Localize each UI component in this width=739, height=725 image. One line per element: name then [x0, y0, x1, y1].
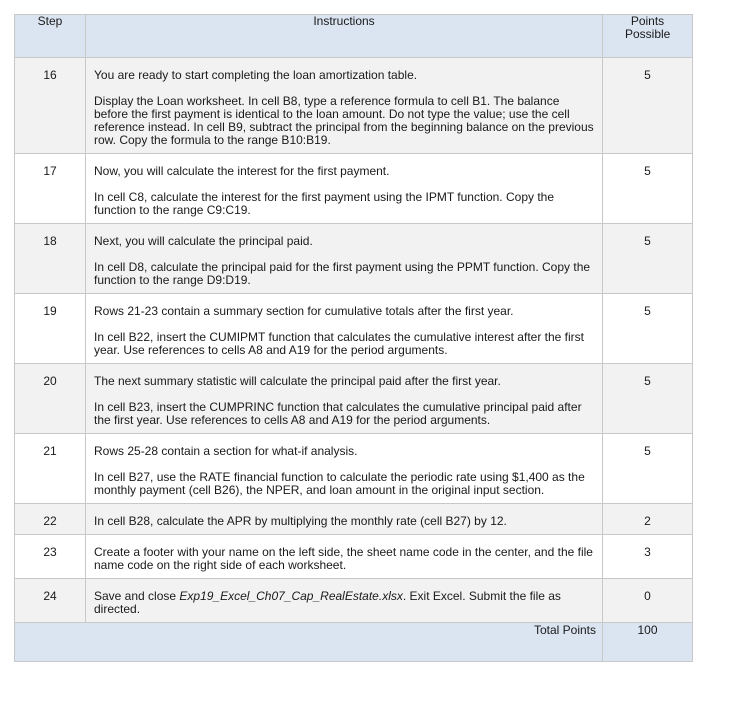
grading-table: [14, 14, 693, 662]
instruction-paragraph: Display the Loan worksheet. In cell B8, type a reference formula to cell B1. The balance before the first payment is identical to the loan amount. Do not type the value; use the cell reference instead. In cell B9, subtract the principal from the beginning balance on the previous row. Copy the formula to the range B10:B19.: [94, 94, 594, 147]
header-row: [15, 15, 693, 58]
instruction-text: [86, 579, 603, 623]
instruction-text: [86, 294, 603, 364]
step-number: 17: [15, 154, 86, 224]
instruction-paragraph: Now, you will calculate the interest for the first payment.: [94, 164, 390, 178]
table-body: [15, 58, 693, 623]
step-number: 21: [15, 434, 86, 504]
instruction-paragraph: [94, 590, 594, 616]
instruction-paragraph: In cell C8, calculate the interest for the first payment using the IPMT function. Copy the function to the range C9:C19.: [94, 190, 555, 217]
instruction-paragraph: In cell B28, calculate the APR by multiplying the monthly rate (cell B27) by 12.: [94, 514, 507, 528]
instruction-text: [86, 154, 603, 224]
instruction-paragraph: In cell B23, insert the CUMPRINC function that calculates the cumulative principal paid after the first year. Use references to cells A8 and A19 for the period arguments.: [94, 400, 582, 427]
points-column-header: Points Possible: [603, 15, 693, 58]
points-value: 5: [603, 434, 693, 504]
points-value: 5: [603, 294, 693, 364]
instruction-text: [86, 224, 603, 294]
points-value: 5: [603, 224, 693, 294]
instruction-text: [86, 434, 603, 504]
points-value: 5: [603, 364, 693, 434]
table-footer: [15, 623, 693, 662]
instruction-text: [86, 535, 603, 579]
table-row: [15, 504, 693, 535]
table-row: [15, 434, 693, 504]
table-header: [15, 15, 693, 58]
instruction-paragraph: In cell B27, use the RATE financial function to calculate the periodic rate using $1,400 as the monthly payment (cell B26), the NPER, and loan amount in the original input section.: [94, 470, 585, 497]
step-column-header: Step: [15, 15, 86, 58]
file-name: Exp19_Excel_Ch07_Cap_RealEstate.xlsx: [179, 589, 403, 603]
instruction-text-after: . Exit Excel. Submit the file as directed.: [94, 589, 561, 616]
points-value: 3: [603, 535, 693, 579]
step-number: 23: [15, 535, 86, 579]
step-number: 20: [15, 364, 86, 434]
instruction-paragraph: Rows 25-28 contain a section for what-if analysis.: [94, 444, 358, 458]
instructions-column-header: Instructions: [86, 15, 603, 58]
total-row: [15, 623, 693, 662]
step-number: 18: [15, 224, 86, 294]
instruction-text: [86, 364, 603, 434]
instruction-paragraph: The next summary statistic will calculate the principal paid after the first year.: [94, 374, 501, 388]
instruction-text-before: Save and close: [94, 589, 180, 603]
table-row: [15, 364, 693, 434]
total-points-value: 100: [603, 623, 693, 662]
total-points-label: Total Points: [15, 623, 603, 662]
step-number: 16: [15, 58, 86, 154]
instruction-paragraph: You are ready to start completing the loan amortization table.: [94, 68, 418, 82]
step-number: 19: [15, 294, 86, 364]
points-value: 5: [603, 154, 693, 224]
step-number: 24: [15, 579, 86, 623]
table-row: [15, 294, 693, 364]
points-value: 2: [603, 504, 693, 535]
instruction-text: [86, 504, 603, 535]
table-row: [15, 154, 693, 224]
table-row: [15, 58, 693, 154]
table-row: [15, 579, 693, 623]
step-number: 22: [15, 504, 86, 535]
instruction-text: [86, 58, 603, 154]
points-value: 5: [603, 58, 693, 154]
instruction-paragraph: Next, you will calculate the principal paid.: [94, 234, 313, 248]
instruction-paragraph: Create a footer with your name on the left side, the sheet name code in the center, and the file name code on the right side of each worksheet.: [94, 545, 593, 572]
table-row: [15, 535, 693, 579]
instruction-paragraph: In cell D8, calculate the principal paid for the first payment using the PPMT function. Copy the function to the range D9:D19.: [94, 260, 591, 287]
instruction-paragraph: In cell B22, insert the CUMIPMT function that calculates the cumulative interest after the first year. Use references to cells A8 and A19 for the period arguments.: [94, 330, 584, 357]
points-value: 0: [603, 579, 693, 623]
table-row: [15, 224, 693, 294]
instruction-paragraph: Rows 21-23 contain a summary section for cumulative totals after the first year.: [94, 304, 514, 318]
